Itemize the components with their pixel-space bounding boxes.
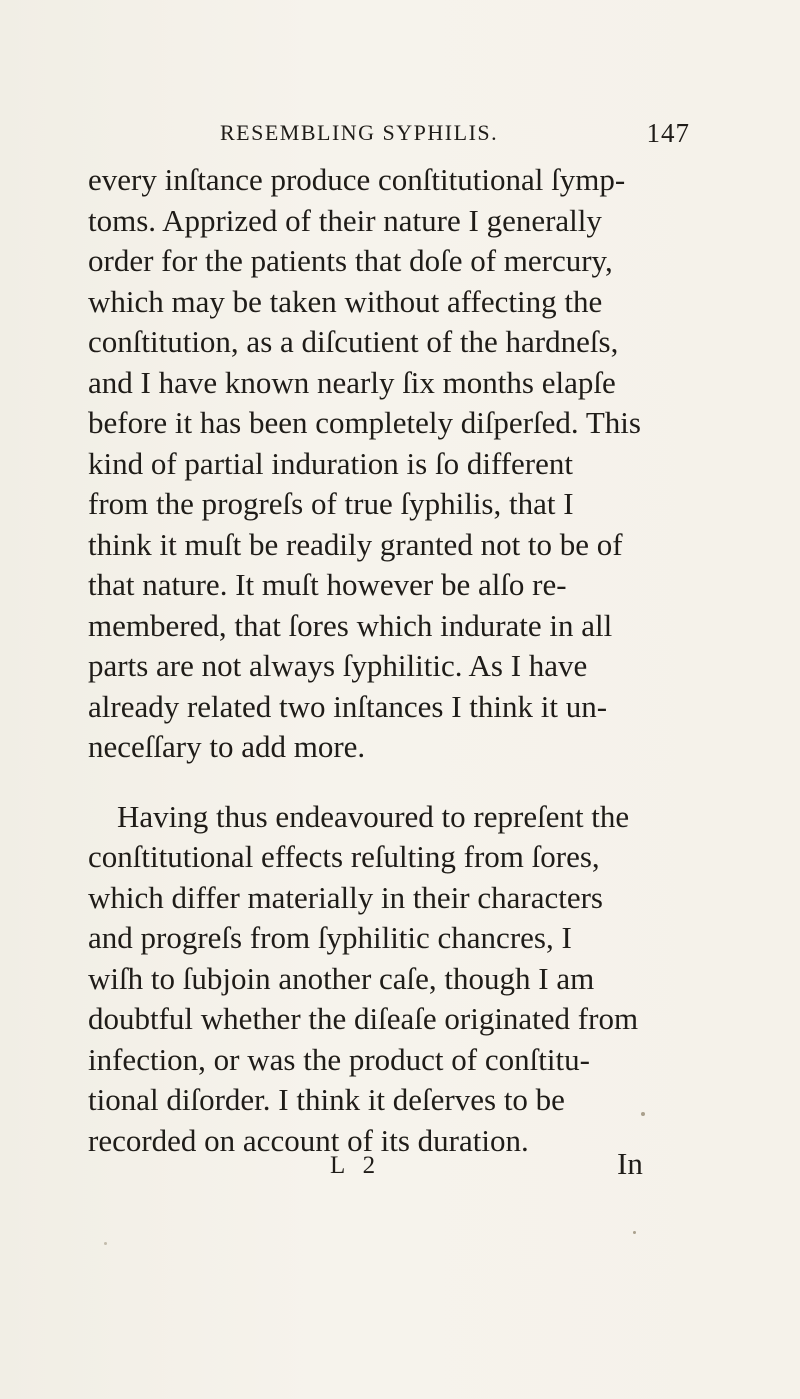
page-number: 147 — [646, 118, 690, 148]
ink-speck — [104, 1242, 107, 1245]
paragraph-new: Having thus endeavoured to repreſent the conſtitutional effects reſulting from ſores, which differ materially in their characters and progreſs from ſyphilitic chancres, I wiſh to ſubjoin another caſe, though I am doubtful whether the diſeaſe originated from infection, or was the product of conſtitu- tional diſorder. I think it deſerves to be recorded on account of its duration. — [88, 798, 639, 1158]
body-text — [88, 160, 694, 1161]
running-head — [220, 118, 690, 158]
running-title: RESEMBLING SYPHILIS. — [220, 120, 499, 145]
ink-speck — [633, 1231, 636, 1234]
catchword: In — [617, 1146, 643, 1181]
page-footer — [0, 1146, 800, 1200]
ink-speck — [641, 1112, 645, 1116]
signature-mark: L 2 — [330, 1152, 382, 1179]
paragraph-continuation: every inſtance produce conſtitutional ſymp- toms. Apprized of their nature I generally order for the patients that doſe of mercury, which may be taken without affecting the conſtitution, as a diſcutient of the hardneſs, and I have known nearly ſix months elapſe before it has been completely diſperſed. This kind of partial induration is ſo different from the progreſs of true ſyphilis, that I think it muſt be readily granted not to be of that nature. It muſt however be alſo re- membered, that ſores which indurate in all parts are not always ſyphilitic. As I have already related two inſtances I think it un- neceſſary to add more. — [88, 162, 641, 764]
